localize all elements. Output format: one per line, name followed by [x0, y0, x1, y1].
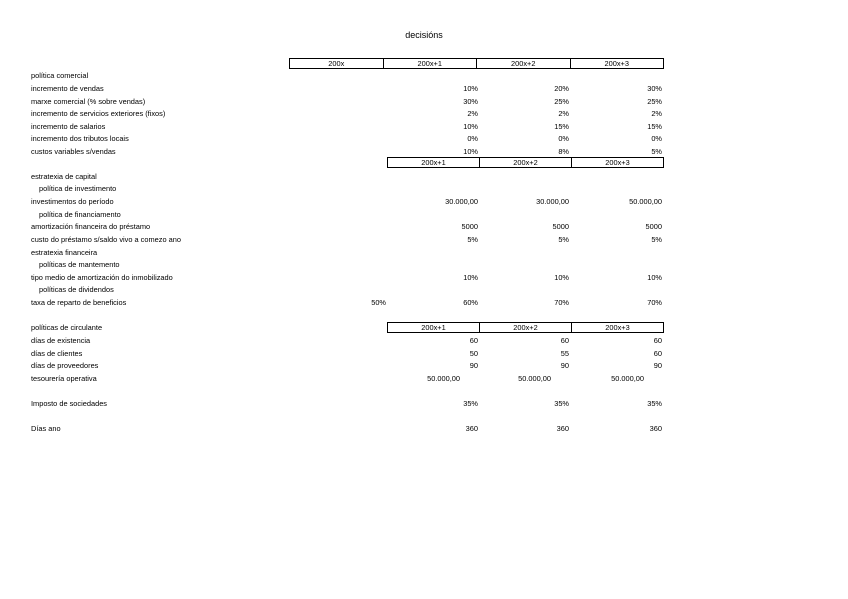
- cell: 55: [560, 349, 569, 358]
- row-label: incremento de servicios exteriores (fixos): [31, 109, 166, 118]
- header-cell: 200x+1: [421, 158, 446, 167]
- year-header-top: [289, 58, 664, 69]
- cell: 50%: [371, 298, 386, 307]
- cell: 15%: [647, 122, 662, 131]
- cell: 30%: [463, 97, 478, 106]
- row-label: taxa de reparto de beneficios: [31, 298, 127, 307]
- section-heading: políticas de circulante: [31, 323, 103, 332]
- year-header: [387, 322, 664, 333]
- cell: 30.000,00: [536, 197, 569, 206]
- header-cell: 200x+3: [571, 158, 663, 167]
- row-label: incremento dos tributos locais: [31, 134, 129, 143]
- cell: 50.000,00: [518, 374, 551, 383]
- cell: 10%: [463, 273, 478, 282]
- row-label: amortización financeira do préstamo: [31, 222, 151, 231]
- row-label: incremento de vendas: [31, 84, 104, 93]
- row-label: custos variables s/vendas: [31, 147, 116, 156]
- subsection-heading: política de financiamento: [39, 210, 121, 219]
- header-cell: 200x+1: [421, 323, 446, 332]
- header-cell: 200x+2: [479, 323, 571, 332]
- cell: 60: [469, 336, 478, 345]
- cell: 8%: [558, 147, 569, 156]
- cell: 20%: [554, 84, 569, 93]
- header-cell: 200x: [328, 59, 345, 68]
- row-label: investimentos do período: [31, 197, 114, 206]
- cell: 60: [653, 349, 662, 358]
- cell: 5%: [467, 235, 478, 244]
- cell: 30%: [647, 84, 662, 93]
- cell: 90: [653, 361, 662, 370]
- subsection-heading: políticas de mantemento: [39, 260, 120, 269]
- cell: 50.000,00: [427, 374, 460, 383]
- cell: 5%: [558, 235, 569, 244]
- cell: 50: [469, 349, 478, 358]
- page-title: decisións: [405, 30, 443, 40]
- cell: 360: [556, 424, 569, 433]
- subsection-heading: políticas de dividendos: [39, 285, 114, 294]
- cell: 70%: [647, 298, 662, 307]
- row-label: tesourería operativa: [31, 374, 97, 383]
- row-label: marxe comercial (% sobre vendas): [31, 97, 146, 106]
- cell: 90: [469, 361, 478, 370]
- row-label: Imposto de sociedades: [31, 399, 108, 408]
- cell: 5000: [552, 222, 569, 231]
- cell: 0%: [651, 134, 662, 143]
- section-heading: estratexia financeira: [31, 248, 98, 257]
- row-label: custo do préstamo s/saldo vivo a comezo ano: [31, 235, 181, 244]
- subsection-heading: política de investimento: [39, 184, 117, 193]
- cell: 10%: [647, 273, 662, 282]
- header-cell: 200x+2: [479, 158, 571, 167]
- cell: 0%: [467, 134, 478, 143]
- cell: 25%: [647, 97, 662, 106]
- cell: 70%: [554, 298, 569, 307]
- row-label: días de existencia: [31, 336, 91, 345]
- cell: 30.000,00: [445, 197, 478, 206]
- cell: 60%: [463, 298, 478, 307]
- section-heading: política comercial: [31, 71, 89, 80]
- header-cell: 200x+1: [383, 59, 477, 68]
- row-label: tipo medio de amortización do inmobilizado: [31, 273, 173, 282]
- cell: 60: [560, 336, 569, 345]
- row-label: días de proveedores: [31, 361, 99, 370]
- cell: 360: [649, 424, 662, 433]
- header-cell: 200x+3: [571, 323, 663, 332]
- cell: 10%: [463, 147, 478, 156]
- header-cell: 200x+3: [570, 59, 664, 68]
- cell: 5%: [651, 235, 662, 244]
- cell: 2%: [467, 109, 478, 118]
- row-label: Días ano: [31, 424, 61, 433]
- cell: 10%: [463, 84, 478, 93]
- row-label: incremento de salarios: [31, 122, 106, 131]
- cell: 35%: [463, 399, 478, 408]
- header-cell: 200x+2: [476, 59, 570, 68]
- cell: 10%: [463, 122, 478, 131]
- cell: 5%: [651, 147, 662, 156]
- cell: 35%: [554, 399, 569, 408]
- cell: 15%: [554, 122, 569, 131]
- cell: 10%: [554, 273, 569, 282]
- cell: 50.000,00: [611, 374, 644, 383]
- cell: 25%: [554, 97, 569, 106]
- cell: 360: [465, 424, 478, 433]
- year-header: [387, 157, 664, 168]
- cell: 2%: [651, 109, 662, 118]
- cell: 5000: [461, 222, 478, 231]
- row-label: días de clientes: [31, 349, 83, 358]
- cell: 90: [560, 361, 569, 370]
- cell: 2%: [558, 109, 569, 118]
- cell: 50.000,00: [629, 197, 662, 206]
- cell: 0%: [558, 134, 569, 143]
- section-heading: estratexia de capital: [31, 172, 97, 181]
- cell: 60: [653, 336, 662, 345]
- cell: 35%: [647, 399, 662, 408]
- cell: 5000: [645, 222, 662, 231]
